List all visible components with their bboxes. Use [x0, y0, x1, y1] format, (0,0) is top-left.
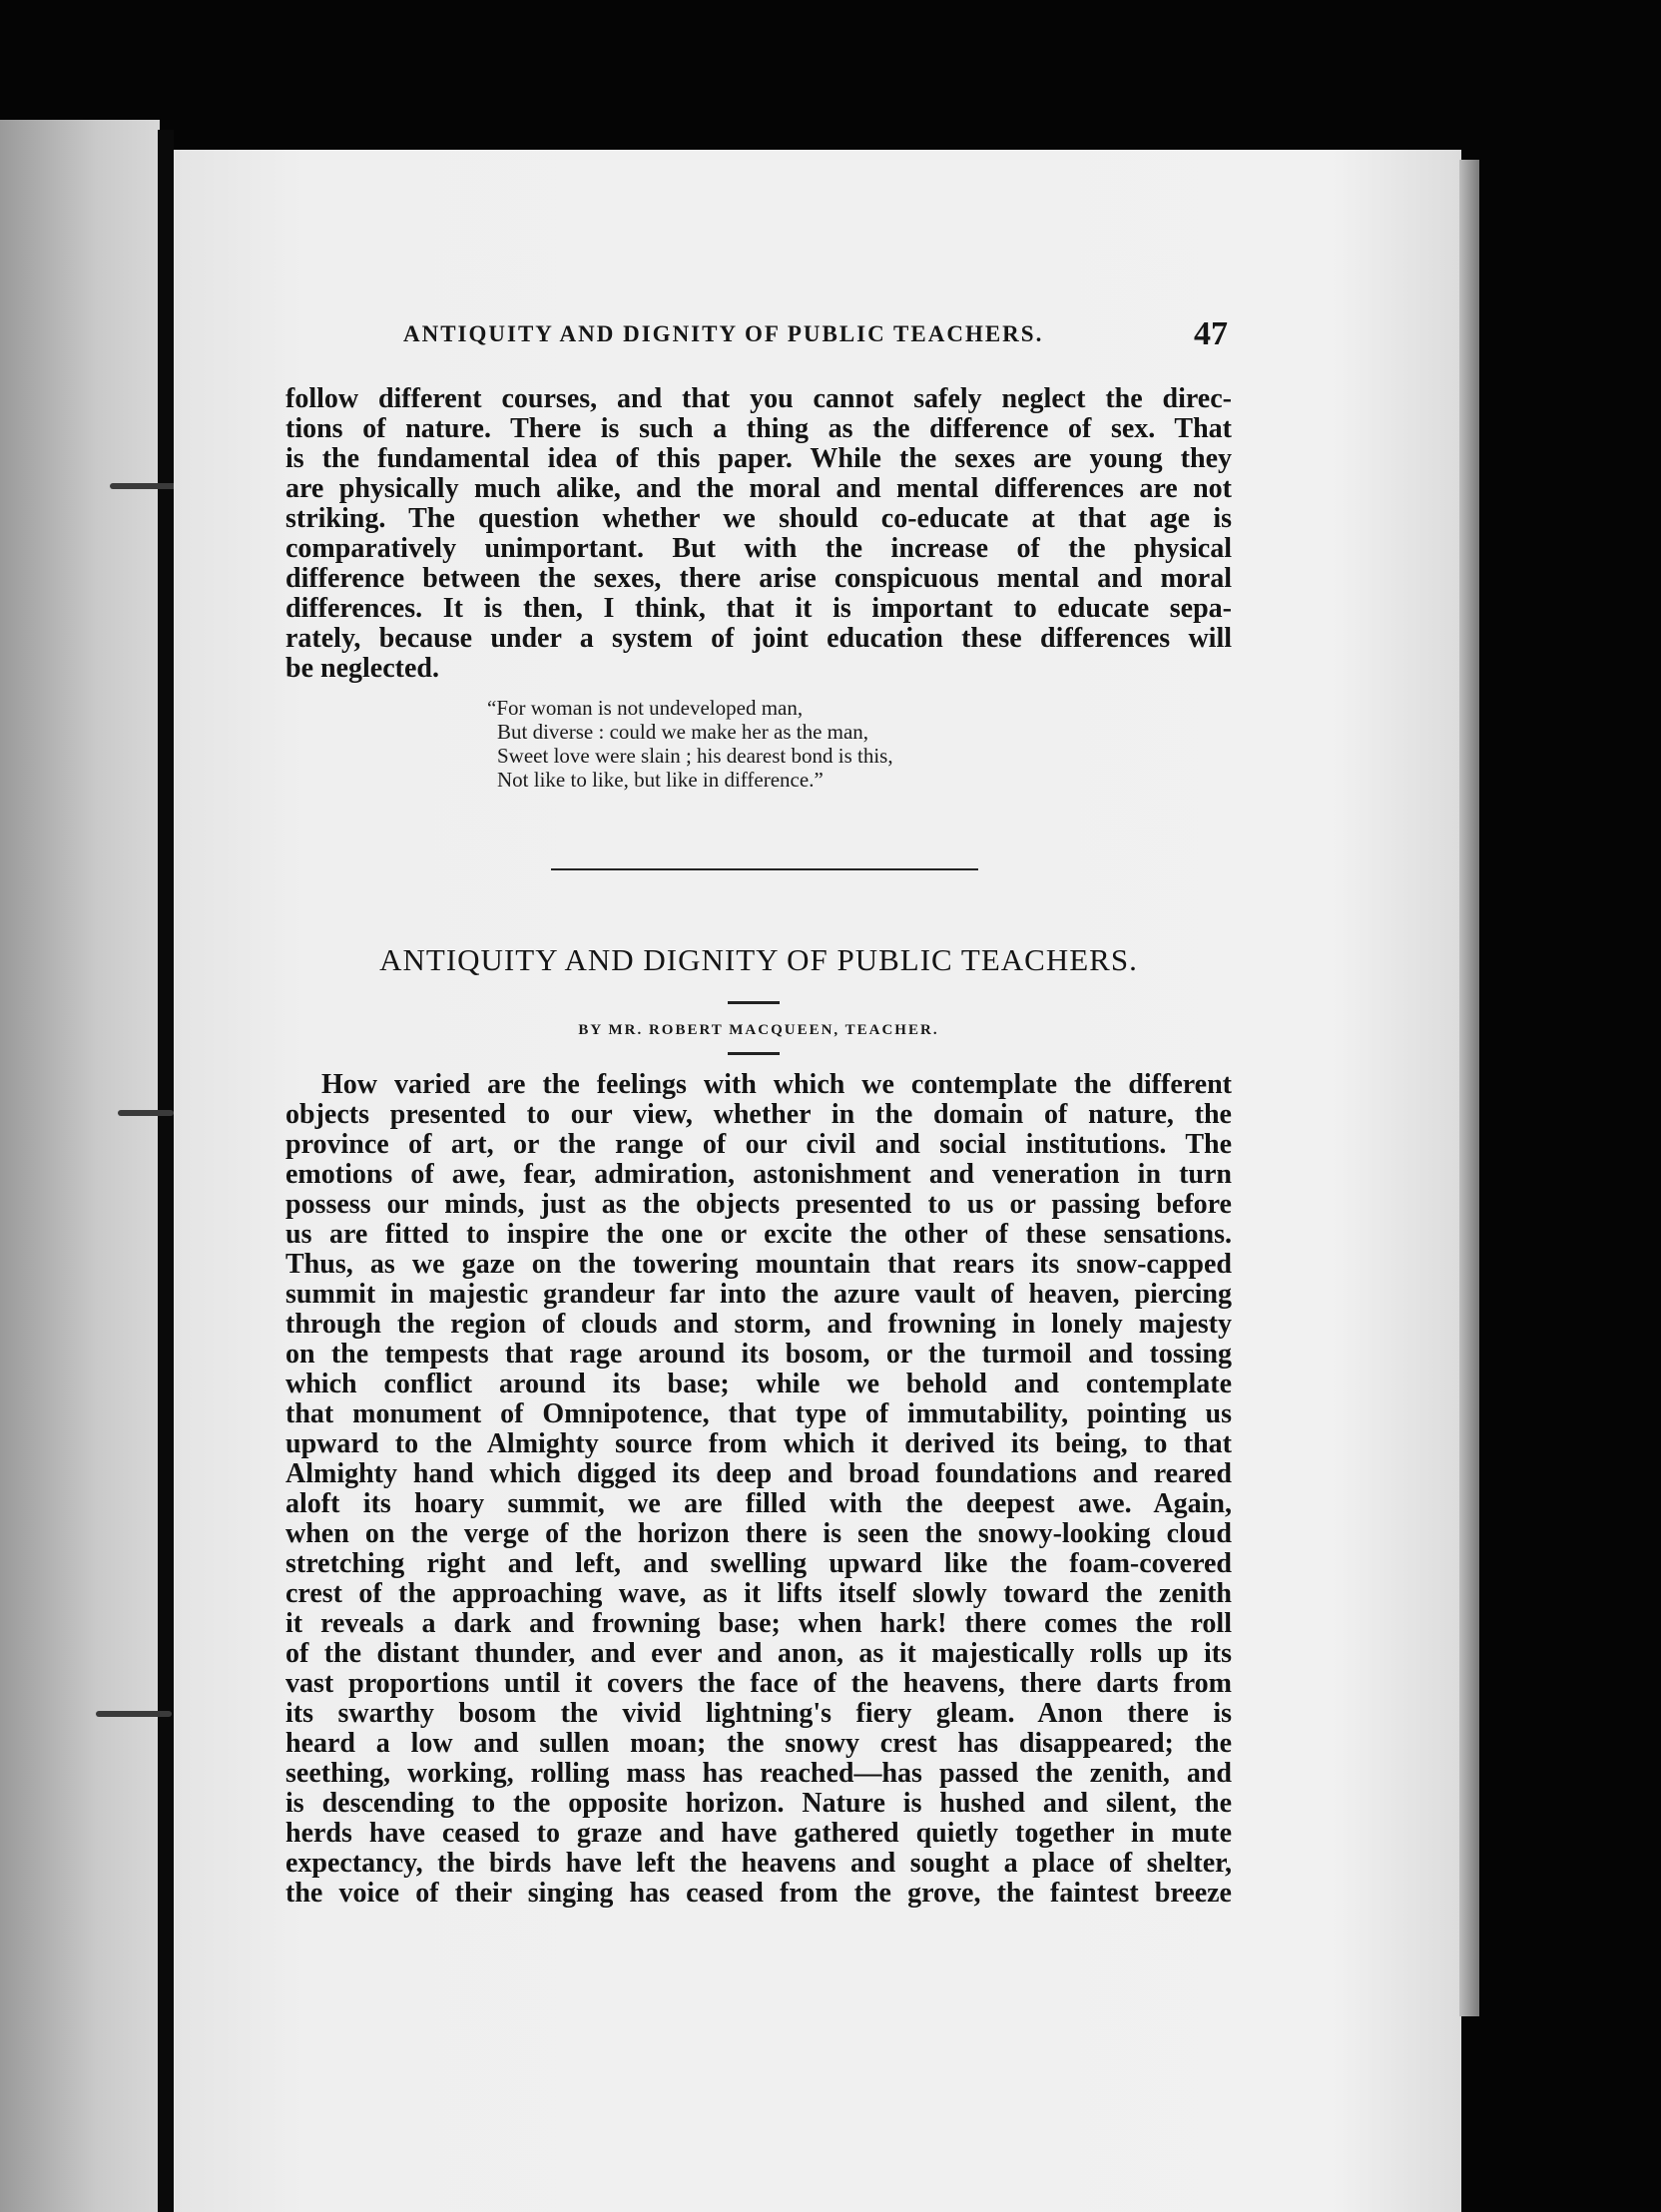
paragraph-line: aloft its hoary summit, we are filled with the deepest awe. Again,	[285, 1488, 1232, 1519]
verse-quote	[487, 696, 1046, 792]
paragraph-line: possess our minds, just as the objects presented to us or passing before	[285, 1189, 1232, 1220]
book-spine	[158, 130, 174, 2212]
paragraph-line: of the distant thunder, and ever and anon, as it majestically rolls up its	[285, 1638, 1232, 1669]
paragraph-line: seething, working, rolling mass has reached—has passed the zenith, and	[285, 1758, 1232, 1789]
paragraph-line: rately, because under a system of joint education these differences will	[285, 623, 1232, 654]
paragraph-line: differences. It is then, I think, that it is important to educate sepa-	[285, 593, 1232, 624]
paragraph-line: that monument of Omnipotence, that type of immutability, pointing us	[285, 1398, 1232, 1429]
byline-rule	[728, 1052, 780, 1055]
title-rule	[728, 1001, 780, 1004]
paragraph-line: heard a low and sullen moan; the snowy crest has disappeared; the	[285, 1728, 1232, 1759]
paragraph-line: How varied are the feelings with which we contemplate the different	[321, 1069, 1232, 1100]
paragraph-line: comparatively unimportant. But with the increase of the physical	[285, 533, 1232, 564]
paragraph-line: expectancy, the birds have left the heavens and sought a place of shelter,	[285, 1848, 1232, 1879]
paragraph-line: it reveals a dark and frowning base; when hark! there comes the roll	[285, 1608, 1232, 1639]
paragraph-line: the voice of their singing has ceased from the grove, the faintest breeze	[285, 1878, 1232, 1909]
paragraph-line: objects presented to our view, whether in the domain of nature, the	[285, 1099, 1232, 1130]
paragraph-line: when on the verge of the horizon there is seen the snowy-looking cloud	[285, 1518, 1232, 1549]
paragraph-line: herds have ceased to graze and have gathered quietly together in mute	[285, 1818, 1232, 1849]
article-body	[285, 1070, 1232, 1909]
paragraph-line: be neglected.	[285, 653, 439, 684]
facing-page-edge	[0, 120, 160, 2212]
continued-paragraph	[285, 384, 1232, 684]
paragraph-line: tions of nature. There is such a thing as the difference of sex. That	[285, 413, 1232, 444]
paragraph-line: province of art, or the range of our civil and social institutions. The	[285, 1129, 1232, 1160]
binding-wire-bottom	[96, 1711, 172, 1717]
paragraph-line: follow different courses, and that you cannot safely neglect the direc-	[285, 383, 1232, 414]
quote-line: Not like to like, but like in difference.”	[497, 768, 824, 792]
paragraph-line: summit in majestic grandeur far into the azure vault of heaven, piercing	[285, 1279, 1232, 1310]
paragraph-line: difference between the sexes, there arise conspicuous mental and moral	[285, 563, 1232, 594]
page-number: 47	[1194, 315, 1228, 352]
page-stack-edge	[1459, 160, 1479, 2016]
paragraph-line: vast proportions until it covers the face of the heavens, there darts from	[285, 1668, 1232, 1699]
paragraph-line: is descending to the opposite horizon. Nature is hushed and silent, the	[285, 1788, 1232, 1819]
quote-line: Sweet love were slain ; his dearest bond is this,	[497, 744, 893, 768]
paragraph-line: is the fundamental idea of this paper. While the sexes are young they	[285, 443, 1232, 474]
quote-line: “For woman is not undeveloped man,	[487, 696, 804, 720]
running-head	[403, 315, 1228, 359]
paragraph-line: are physically much alike, and the moral and mental differences are not	[285, 473, 1232, 504]
paragraph-line: Almighty hand which digged its deep and broad foundations and reared	[285, 1458, 1232, 1489]
paragraph-line: upward to the Almighty source from which it derived its being, to that	[285, 1428, 1232, 1459]
quote-line: But diverse : could we make her as the man,	[497, 720, 869, 744]
paragraph-line: emotions of awe, fear, admiration, astonishment and veneration in turn	[285, 1159, 1232, 1190]
article-byline: BY MR. ROBERT MACQUEEN, TEACHER.	[578, 1022, 939, 1038]
paragraph-line: crest of the approaching wave, as it lifts itself slowly toward the zenith	[285, 1578, 1232, 1609]
paragraph-line: stretching right and left, and swelling upward like the foam-covered	[285, 1548, 1232, 1579]
paragraph-line: which conflict around its base; while we behold and contemplate	[285, 1369, 1232, 1399]
article-title: ANTIQUITY AND DIGNITY OF PUBLIC TEACHERS.	[379, 942, 1138, 977]
paragraph-line: Thus, as we gaze on the towering mountain that rears its snow-capped	[285, 1249, 1232, 1280]
paragraph-line: its swarthy bosom the vivid lightning's fiery gleam. Anon there is	[285, 1698, 1232, 1729]
paragraph-line: through the region of clouds and storm, and frowning in lonely majesty	[285, 1309, 1232, 1340]
paragraph-line: on the tempests that rage around its bosom, or the turmoil and tossing	[285, 1339, 1232, 1370]
paragraph-line: us are fitted to inspire the one or excite the other of these sensations.	[285, 1219, 1232, 1250]
paragraph-line: striking. The question whether we should co-educate at that age is	[285, 503, 1232, 534]
section-divider	[551, 868, 978, 870]
running-head-title: ANTIQUITY AND DIGNITY OF PUBLIC TEACHERS.	[403, 321, 1044, 346]
binding-wire-middle	[118, 1110, 174, 1116]
